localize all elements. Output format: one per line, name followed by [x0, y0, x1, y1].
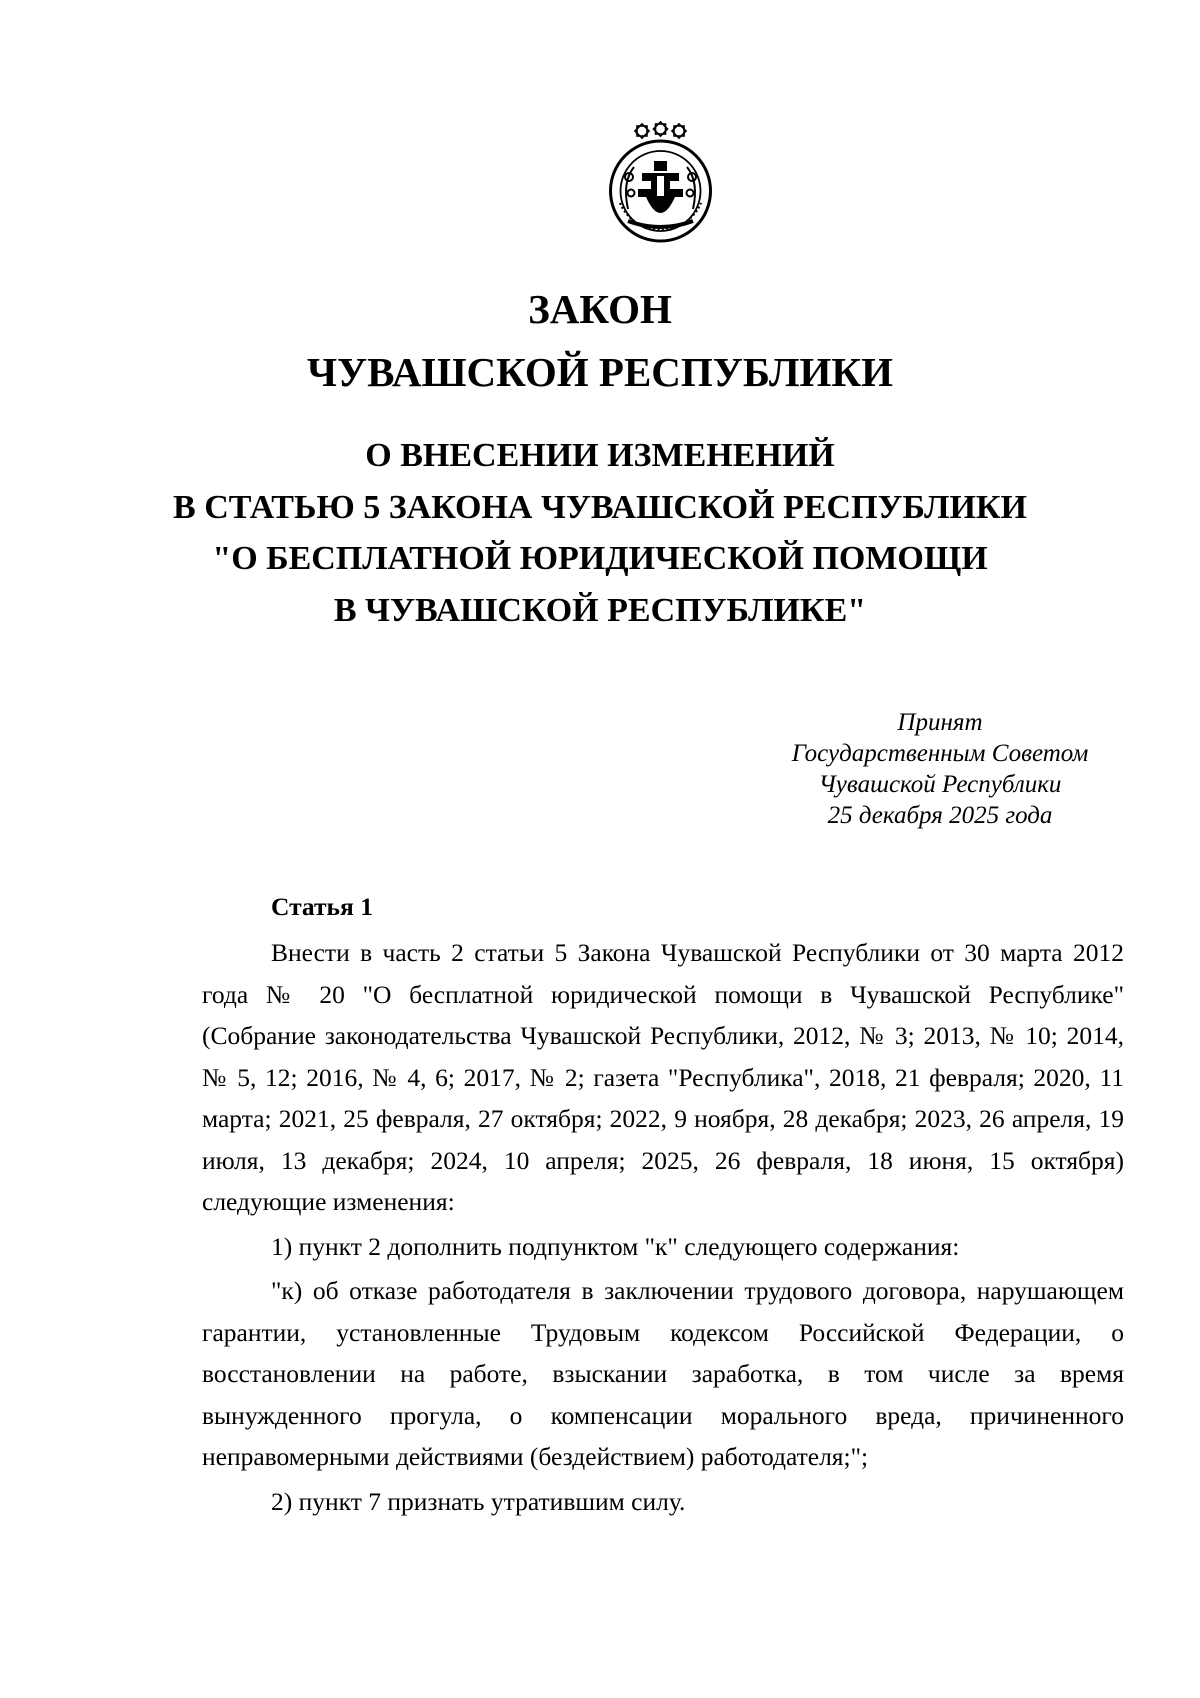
law-title-line-2: ЧУВАШСКОЙ РЕСПУБЛИКИ	[306, 349, 894, 395]
adoption-line-1: Принят	[897, 709, 983, 736]
adoption-note	[740, 707, 1140, 831]
law-subject	[150, 430, 1050, 636]
article-paragraph: Внести в часть 2 статьи 5 Закона Чувашской Республики от 30 марта 2012 года № 20 "О бесплатной юридической помощи в Чувашской Республике" (Собрание законодательства Чувашской Республики, 2012, № 3; 2013, № 10; 2014, № 5, 12; 2016, № 4, 6; 2017, № 2; газета "Республика", 2018, 21 февраля; 2020, 11 марта; 2021, 25 февраля, 27 октября; 2022, 9 ноября, 28 декабря; 2023, 26 апреля, 19 июля, 13 декабря; 2024, 10 апреля; 2025, 26 февраля, 18 июня, 15 октября) следующие изменения:	[202, 938, 1124, 1216]
adoption-line-3: Чувашской Республики	[818, 771, 1062, 798]
law-subject-line-3: "О БЕСПЛАТНОЙ ЮРИДИЧЕСКОЙ ПОМОЩИ	[212, 540, 988, 577]
chuvash-republic-coat-of-arms-icon	[598, 121, 723, 246]
law-title-line-1: ЗАКОН	[528, 286, 672, 332]
law-title	[200, 278, 1000, 404]
adoption-date: 25 декабря 2025 года	[827, 802, 1053, 829]
article-heading: Статья 1	[271, 892, 373, 921]
law-subject-line-1: О ВНЕСЕНИИ ИЗМЕНЕНИЙ	[365, 437, 835, 474]
adoption-line-2: Государственным Советом	[791, 740, 1089, 767]
article-paragraph: "к) об отказе работодателя в заключении трудового договора, нарушающем гарантии, установленные Трудовым кодексом Российской Федерации, о восстановлении на работе, взыскании заработка, в том числе за время вынужденного прогула, о компенсации морального вреда, причиненного неправомерными действиями (бездействием) работодателя;";	[202, 1276, 1124, 1471]
law-subject-line-2: В СТАТЬЮ 5 ЗАКОНА ЧУВАШСКОЙ РЕСПУБЛИКИ	[173, 488, 1027, 526]
article-paragraph: 2) пункт 7 признать утратившим силу.	[271, 1486, 686, 1516]
article-paragraph: 1) пункт 2 дополнить подпунктом "к" следующего содержания:	[271, 1231, 960, 1261]
law-subject-line-4: В ЧУВАШСКОЙ РЕСПУБЛИКЕ"	[333, 591, 867, 629]
article-body	[202, 932, 1124, 1525]
